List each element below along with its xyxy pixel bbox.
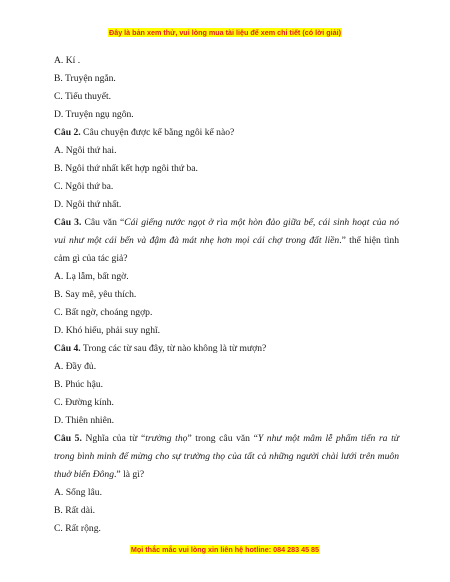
q2-option-a: A. Ngôi thứ hai. <box>54 145 117 156</box>
question-3-text-before: Câu văn “ <box>81 217 125 228</box>
q5-option-b: B. Rất dài. <box>54 505 96 516</box>
question-5-term: trường thọ <box>145 433 188 444</box>
question-5 <box>54 430 399 484</box>
q3-option-a: A. Lạ lẫm, bất ngờ. <box>54 271 129 282</box>
q4-option-a: A. Đầy đủ. <box>54 361 97 372</box>
question-4-text: Trong các từ sau đây, từ nào không là từ mượn? <box>80 343 267 354</box>
q4-option-d: D. Thiên nhiên. <box>54 415 115 426</box>
q5-option-c: C. Rất rộng. <box>54 523 101 534</box>
question-2 <box>54 124 399 142</box>
q3-option-c: C. Bất ngờ, choáng ngợp. <box>54 307 153 318</box>
q2-option-b: B. Ngôi thứ nhất kết hợp ngôi thứ ba. <box>54 163 198 174</box>
q1-option-b: B. Truyện ngắn. <box>54 73 116 84</box>
q1-option-c: C. Tiểu thuyết. <box>54 91 112 102</box>
question-3-label: Câu 3. <box>54 217 82 228</box>
q2-option-c: C. Ngôi thứ ba. <box>54 181 114 192</box>
q1-option-d: D. Truyện ngụ ngôn. <box>54 109 134 120</box>
header-notice <box>0 28 450 37</box>
question-5-quote: Y như một mâm lễ phẩm tiến ra từ trong bình minh để mừng cho sự trường thọ của tất cả những người chài lưới trên muôn thuở biển Đông <box>54 433 399 480</box>
question-3-text-after: .” thể hiện tình cảm gì của tác giả? <box>54 235 399 264</box>
q4-option-c: C. Đường kính. <box>54 397 114 408</box>
footer-notice-text: Mọi thắc mắc vui lòng xin liên hệ hotline: 084 283 45 85 <box>130 545 320 554</box>
q5-option-a: A. Sống lâu. <box>54 487 102 498</box>
question-2-text: Câu chuyện được kể bằng ngôi kể nào? <box>80 127 235 138</box>
q2-option-d: D. Ngôi thứ nhất. <box>54 199 122 210</box>
question-5-text-after: .” là gì? <box>114 469 145 480</box>
question-4 <box>54 340 399 358</box>
q4-option-b: B. Phúc hậu. <box>54 379 104 390</box>
question-3-quote: Cái giếng nước ngọt ở rìa một hòn đảo giữa bể, cái sinh hoạt của nó vui như một cái bến và đậm đà mát nhẹ hơn mọi cái chợ trong đất liền <box>54 217 400 246</box>
q1-option-a: A. Kí . <box>54 55 81 66</box>
document-body <box>54 52 399 538</box>
q3-option-b: B. Say mê, yêu thích. <box>54 289 137 300</box>
q3-option-d: D. Khó hiểu, phải suy nghĩ. <box>54 325 161 336</box>
question-3 <box>54 214 399 268</box>
question-5-label: Câu 5. <box>54 433 82 444</box>
question-4-label: Câu 4. <box>54 343 81 354</box>
header-notice-text: Đây là bản xem thử, vui lòng mua tài liệu để xem chi tiết (có lời giải) <box>109 28 341 37</box>
question-2-label: Câu 2. <box>54 127 81 138</box>
question-5-text-middle: ” trong câu văn “ <box>187 433 258 444</box>
footer-notice <box>0 545 450 554</box>
question-5-text-before: Nghĩa của từ “ <box>81 433 146 444</box>
